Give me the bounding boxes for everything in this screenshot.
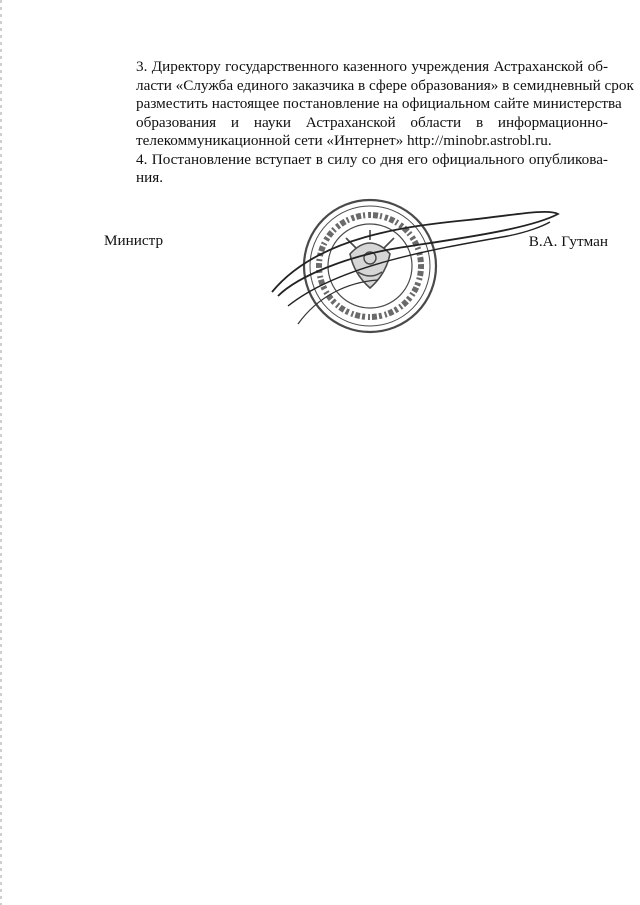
paragraph-3-line-5: телекоммуникационной сети «Интернет» http://minobr.astrobl.ru. bbox=[136, 132, 552, 149]
paragraph-3-line-1: 3. Директору государственного казенного учреждения Астраханской об- bbox=[136, 58, 608, 75]
paragraph-4 bbox=[104, 151, 608, 188]
paragraph-3-line-4: образования и науки Астраханской области в информационно- bbox=[136, 113, 608, 131]
signatory-title: Министр bbox=[104, 232, 164, 249]
document-body bbox=[104, 58, 634, 188]
paragraph-4-line-2: ния. bbox=[136, 169, 164, 186]
signatory-name: В.А. Гутман bbox=[528, 233, 608, 250]
paragraph-3-line-3: разместить настоящее постановление на официальном сайте министерства bbox=[136, 95, 622, 112]
seal-graphic bbox=[258, 196, 578, 346]
official-seal-and-signature bbox=[258, 196, 578, 346]
paragraph-4-line-1: 4. Постановление вступает в силу со дня его официального опубликова- bbox=[136, 150, 608, 168]
paragraph-3 bbox=[104, 58, 634, 151]
paragraph-3-line-2: ласти «Служба единого заказчика в сфере образования» в семидневный срок bbox=[136, 76, 634, 94]
scan-edge-artifact bbox=[0, 0, 2, 905]
